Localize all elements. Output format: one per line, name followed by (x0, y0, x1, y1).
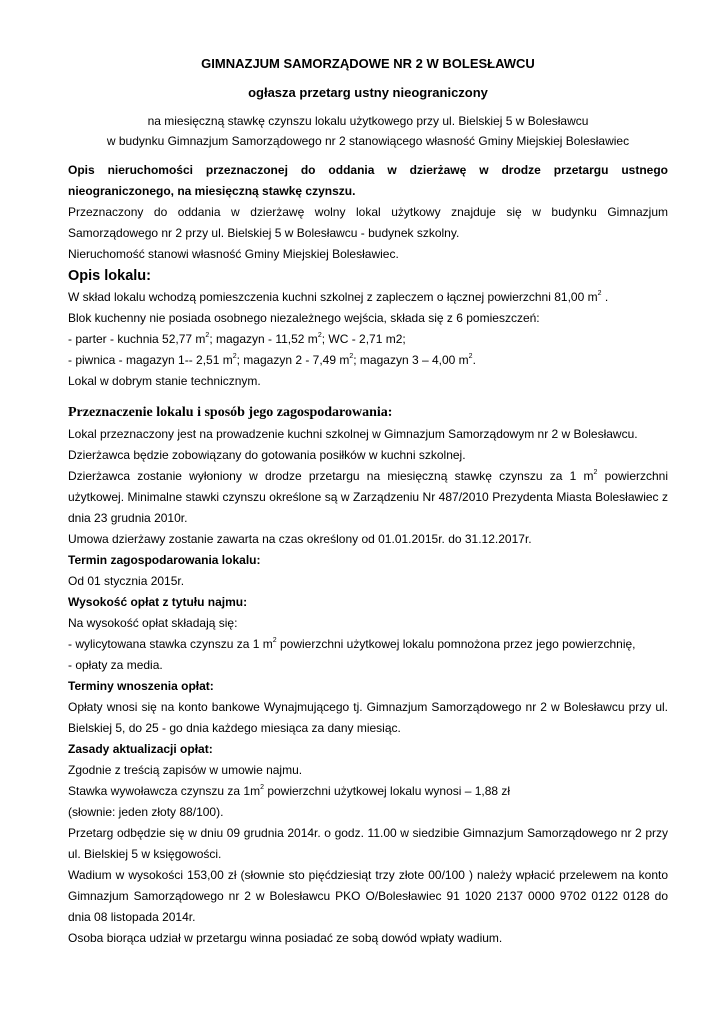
property-description-heading: Opis nieruchomości przeznaczonej do oddania w dzierżawę w drodze przetargu ustnego nieograniczonego, na miesięczną stawkę czynszu. (68, 163, 668, 198)
payment-terms-heading: Terminy wnoszenia opłat: (68, 679, 214, 693)
development-date-text: Od 01 stycznia 2015r. (68, 574, 185, 588)
purpose-text-3: Dzierżawca zostanie wyłoniony w drodze przetargu na miesięczną stawkę czynszu za 1 $m^2$ powierzchni użytkowej. Minimalne stawki czynszu określone są w Zarządzeniu Nr 487/2010 Prezydenta Miasta Bolesławiec z dnia 23 grudnia 2010r. (68, 469, 669, 525)
development-date-heading: Termin zagospodarowania lokalu: (68, 553, 261, 567)
auction-date-text: Przetarg odbędzie się w dniu 09 grudnia 2014r. o godz. 11.00 w siedzibie Gimnazjum Samorządowego nr 2 przy ul. Bielskiej 5 w księgowości. (68, 826, 668, 861)
basement-rooms: - piwnica - magazyn 1-- 2,51 $m^2$; magazyn 2 - 7,49 $m^2$; magazyn 3 – 4,00 $m^2$. (68, 353, 476, 367)
premises-area-line: W skład lokalu wchodzą pomieszczenia kuchni szkolnej z zapleczem o łącznej powierzchni 81,00 $m^2$ . (68, 290, 609, 304)
deposit-text: Wadium w wysokości 153,00 zł (słownie sto pięćdziesiąt trzy złote 00/100 ) należy wpłacić przelewem na konto Gimnazjum Samorządowego nr 2 w Bolesławcu PKO O/Bolesławiec 91 1020 2137 0000 9702 0122 0128 do dnia 08 listopada 2014r. (68, 868, 668, 924)
intro-line-2: w budynku Gimnazjum Samorządowego nr 2 stanowiącego własność Gminy Miejskiej Bolesławiec (106, 134, 630, 148)
purpose-text-1: Lokal przeznaczony jest na prowadzenie kuchni szkolnej w Gimnazjum Samorządowym nr 2 w Bolesławcu. (68, 427, 638, 441)
fee-update-text: Zgodnie z treścią zapisów w umowie najmu. (68, 763, 303, 777)
fee-update-heading: Zasady aktualizacji opłat: (68, 742, 213, 756)
premises-description-heading: Opis lokalu: (68, 268, 151, 284)
property-ownership-text: Nieruchomość stanowi własność Gminy Miejskiej Bolesławiec. (68, 247, 399, 261)
property-description-text: Przeznaczony do oddania w dzierżawę wolny lokal użytkowy znajduje się w budynku Gimnazjum Samorządowego nr 2 przy ul. Bielskiej 5 w Bolesławcu - budynek szkolny. (68, 205, 668, 240)
ground-floor-rooms: - parter - kuchnia 52,77 $m^2$; magazyn - 11,52 $m^2$; WC - 2,71 m2; (68, 332, 406, 346)
starting-rate-words: (słownie: jeden złoty 88/100). (68, 805, 224, 819)
intro-line-1: na miesięczną stawkę czynszu lokalu użytkowego przy ul. Bielskiej 5 w Bolesławcu (147, 114, 589, 128)
document-subtitle: ogłasza przetarg ustny nieograniczony (248, 85, 488, 100)
fees-item-2: - opłaty za media. (68, 658, 163, 672)
premises-condition: Lokal w dobrym stanie technicznym. (68, 374, 261, 388)
purpose-heading: Przeznaczenie lokalu i sposób jego zagospodarowania: (68, 405, 393, 420)
fees-item-1: - wylicytowana stawka czynszu za 1 $m^2$ powierzchni użytkowej lokalu pomnożona przez jego powierzchnię, (68, 637, 636, 651)
fees-intro: Na wysokość opłat składają się: (68, 616, 238, 630)
starting-rate-text: Stawka wywoławcza czynszu za $1m^2$ powierzchni użytkowej lokalu wynosi – 1,88 zł (68, 784, 511, 798)
fees-heading: Wysokość opłat z tytułu najmu: (68, 595, 248, 609)
purpose-text-4: Umowa dzierżawy zostanie zawarta na czas określony od 01.01.2015r. do 31.12.2017r. (68, 532, 532, 546)
deposit-proof-text: Osoba biorąca udział w przetargu winna posiadać ze sobą dowód wpłaty wadium. (68, 931, 503, 945)
payment-terms-text: Opłaty wnosi się na konto bankowe Wynajmującego tj. Gimnazjum Samorządowego nr 2 w Bolesławcu przy ul. Bielskiej 5, do 25 - go dnia każdego miesiąca za dany miesiąc. (68, 700, 668, 735)
document-title: GIMNAZJUM SAMORZĄDOWE NR 2 W BOLESŁAWCU (201, 56, 535, 71)
purpose-text-2: Dzierżawca będzie zobowiązany do gotowania posiłków w kuchni szkolnej. (68, 448, 466, 462)
premises-rooms-line: Blok kuchenny nie posiada osobnego niezależnego wejścia, składa się z 6 pomieszczeń: (68, 311, 540, 325)
